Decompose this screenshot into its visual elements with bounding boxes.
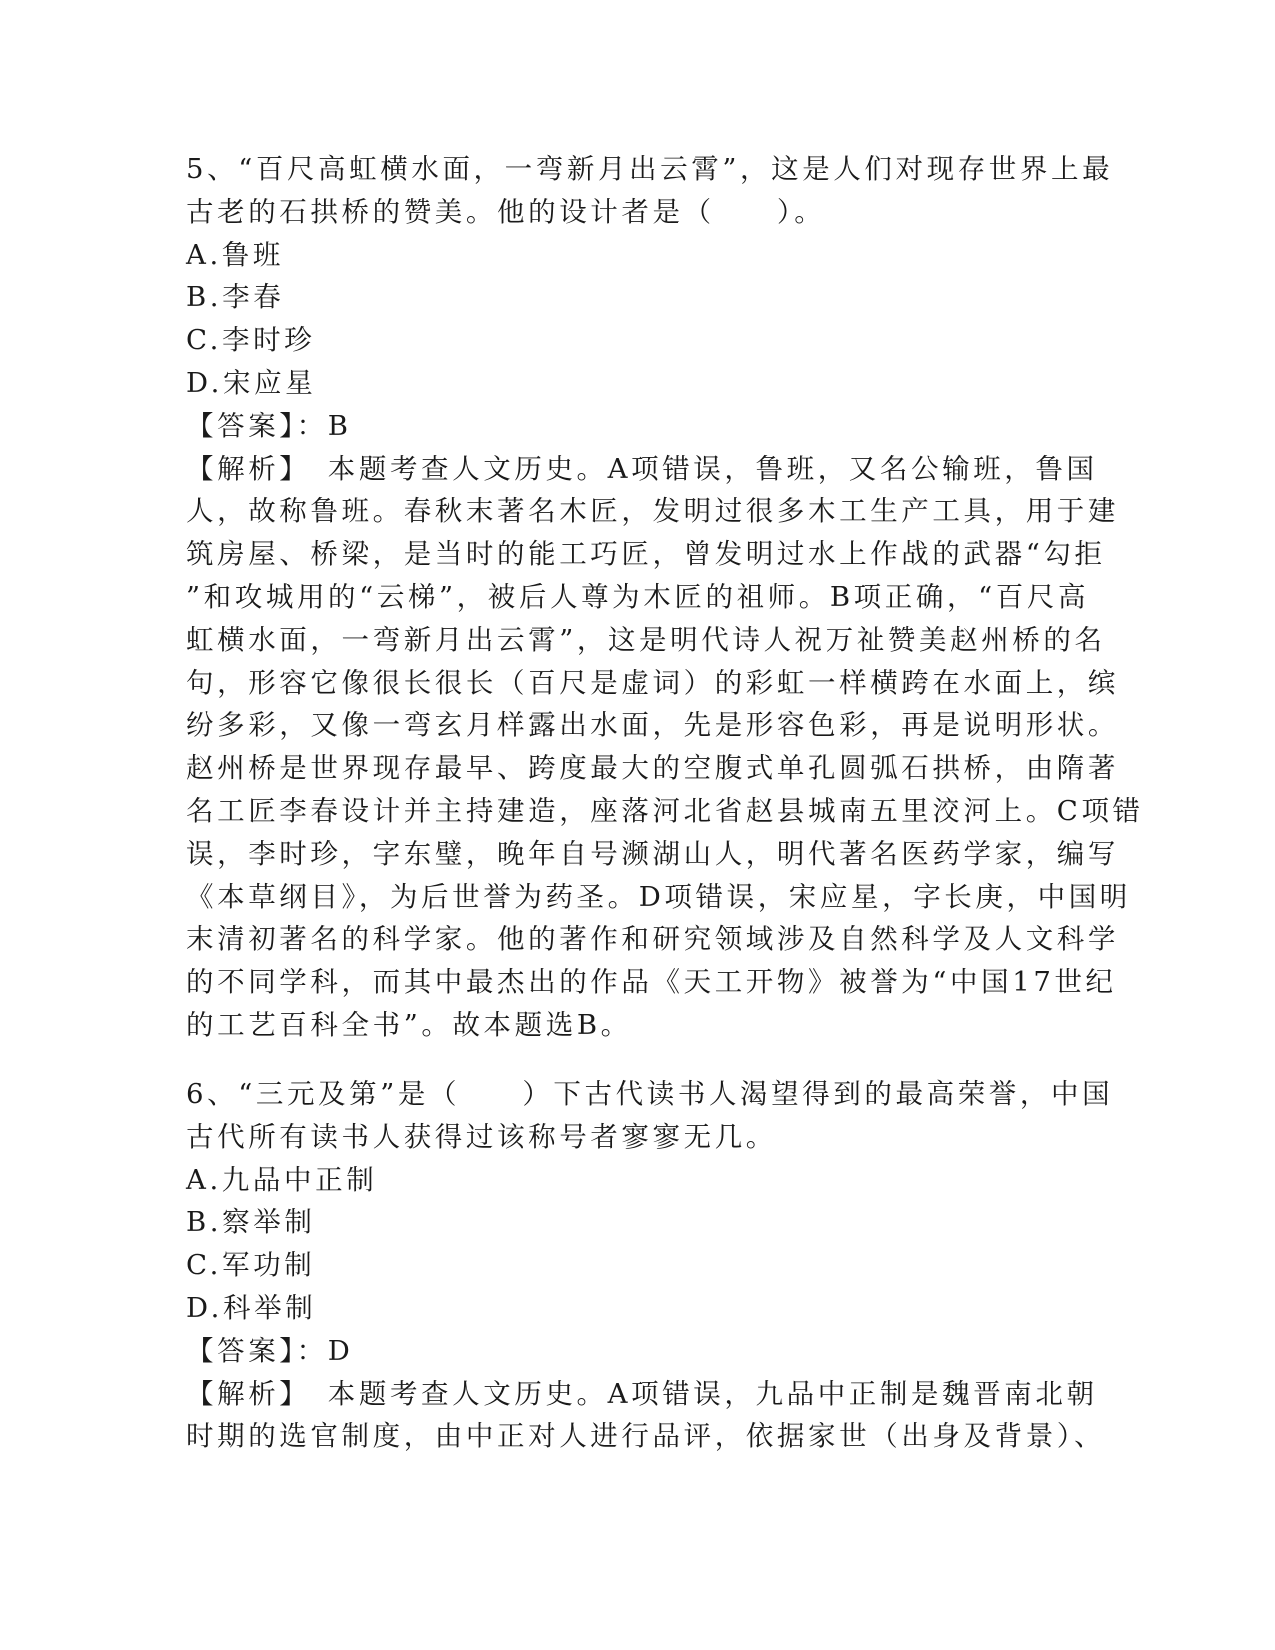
explanation-line: ”和攻城用的“云梯”，被后人尊为木匠的祖师。B项正确，“百尺高 bbox=[186, 580, 1090, 613]
explanation-line: 人，故称鲁班。春秋末著名木匠，发明过很多木工生产工具，用于建 bbox=[186, 495, 1119, 528]
explanation-line: 赵州桥是世界现存最早、跨度最大的空腹式单孔圆弧石拱桥，由隋著 bbox=[186, 752, 1119, 785]
question-6 bbox=[186, 1073, 1114, 1458]
explanation bbox=[186, 1373, 1106, 1459]
answer-line: 【答案】：B bbox=[186, 409, 352, 442]
explanation-line: 的工艺百科全书”。故本题选B。 bbox=[186, 1008, 632, 1041]
question-stem-line: 5、“百尺高虹横水面，一弯新月出云霄”，这是人们对现存世界上最 bbox=[186, 153, 1114, 185]
option-d: D.宋应星 bbox=[186, 366, 317, 399]
question-stem-line: 古老的石拱桥的赞美。他的设计者是（ ）。 bbox=[186, 195, 826, 228]
explanation-line: 名工匠李春设计并主持建造，座落河北省赵县城南五里洨河上。C项错 bbox=[186, 794, 1144, 827]
question-stem-line: 6、“三元及第”是（ ）下古代读书人渴望得到的最高荣誉，中国 bbox=[186, 1078, 1114, 1110]
explanation-line: 【解析】 本题考查人文历史。A项错误，九品中正制是魏晋南北朝 bbox=[186, 1377, 1098, 1410]
explanation-line: 句，形容它像很长很长（百尺是虚词）的彩虹一样横跨在水面上，缤 bbox=[186, 666, 1119, 699]
option-c: C.军功制 bbox=[186, 1249, 316, 1282]
question-stem-line: 古代所有读书人获得过该称号者寥寥无几。 bbox=[186, 1120, 777, 1153]
explanation-line: 虹横水面，一弯新月出云霄”，这是明代诗人祝万祉赞美赵州桥的名 bbox=[186, 623, 1106, 656]
option-b: B.李春 bbox=[186, 281, 285, 314]
question-5 bbox=[186, 148, 1144, 1047]
explanation-line: 【解析】 本题考查人文历史。A项错误，鲁班，又名公输班，鲁国 bbox=[186, 452, 1098, 485]
option-b: B.察举制 bbox=[186, 1206, 316, 1239]
answer-line: 【答案】：D bbox=[186, 1334, 354, 1367]
explanation-line: 纷多彩，又像一弯玄月样露出水面，先是形容色彩，再是说明形状。 bbox=[186, 709, 1119, 742]
option-c: C.李时珍 bbox=[186, 324, 316, 357]
option-d: D.科举制 bbox=[186, 1291, 317, 1324]
explanation-line: 误，李时珍，字东璧，晚年自号濒湖山人，明代著名医药学家，编写 bbox=[186, 837, 1119, 870]
explanation-line: 时期的选官制度，由中正对人进行品评，依据家世（出身及背景）、 bbox=[186, 1420, 1106, 1453]
explanation bbox=[186, 448, 1144, 1047]
explanation-line: 末清初著名的科学家。他的著作和研究领域涉及自然科学及人文科学 bbox=[186, 923, 1119, 956]
option-a: A.鲁班 bbox=[186, 238, 285, 271]
explanation-line: 的不同学科，而其中最杰出的作品《天工开物》被誉为“中国17世纪 bbox=[186, 966, 1117, 999]
option-a: A.九品中正制 bbox=[186, 1163, 378, 1196]
explanation-line: 《本草纲目》，为后世誉为药圣。D项错误，宋应星，字长庚，中国明 bbox=[186, 880, 1131, 913]
explanation-line: 筑房屋、桥梁，是当时的能工巧匠，曾发明过水上作战的武器“勾拒 bbox=[186, 538, 1106, 571]
